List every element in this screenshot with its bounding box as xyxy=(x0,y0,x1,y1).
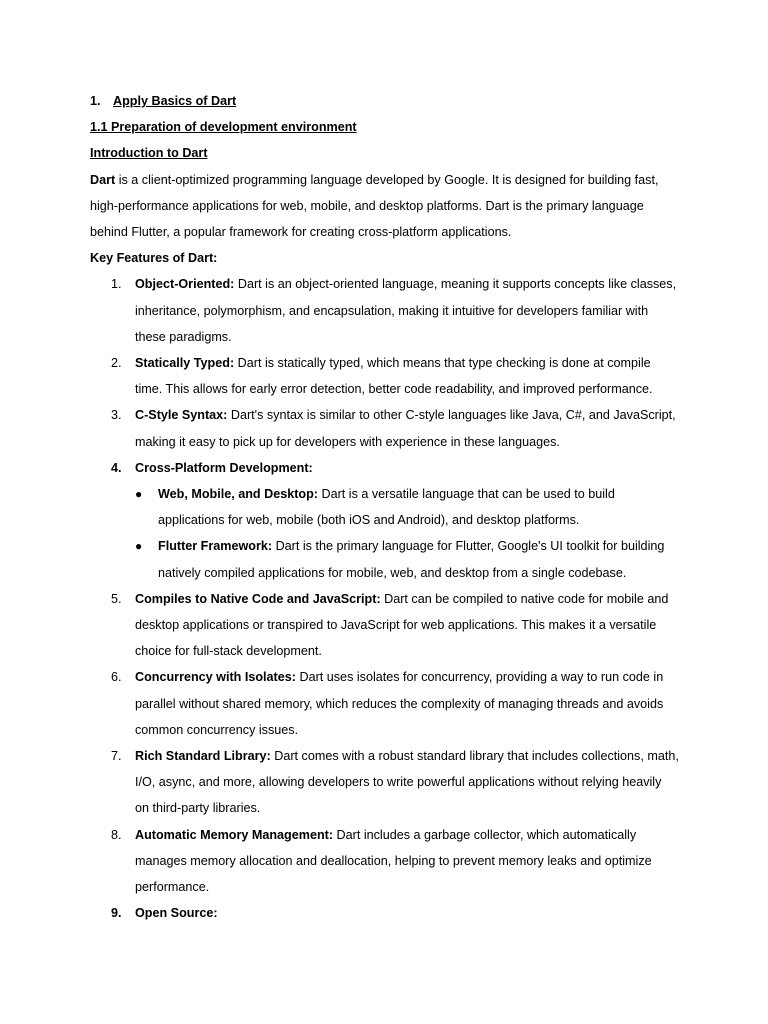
list-line xyxy=(135,900,680,926)
list-number: 5. xyxy=(111,591,122,606)
intro-line: behind Flutter, a popular framework for creating cross-platform applications. xyxy=(90,225,512,240)
sub-title: Flutter Framework: xyxy=(158,539,273,554)
sub-line: natively compiled applications for mobile, web, and desktop from a single codebase. xyxy=(158,565,627,580)
list-item xyxy=(90,743,680,822)
list-item xyxy=(90,402,680,454)
list-line: inheritance, polymorphism, and encapsulation, making it intuitive for developers familiar with xyxy=(135,303,649,318)
sub-title: Web, Mobile, and Desktop: xyxy=(158,487,318,502)
feature-text: Dart is an object-oriented language, meaning it supports concepts like classes, xyxy=(234,277,677,292)
sub-line xyxy=(158,533,680,559)
sub-line: applications for web, mobile (both iOS and Android), and desktop platforms. xyxy=(158,513,580,528)
list-number: 7. xyxy=(111,749,122,764)
feature-title: C-Style Syntax: xyxy=(135,408,228,423)
intro-line xyxy=(90,167,680,193)
list-line: on third-party libraries. xyxy=(135,801,261,816)
feature-text: Dart is statically typed, which means that type checking is done at compile xyxy=(234,356,651,371)
list-line xyxy=(135,455,680,481)
feature-title: Object-Oriented: xyxy=(135,277,235,292)
sub-line xyxy=(158,481,680,507)
intro-paragraph xyxy=(90,167,680,246)
document-content xyxy=(90,88,680,927)
sub-list-item xyxy=(135,533,680,585)
feature-title: Compiles to Native Code and JavaScript: xyxy=(135,591,381,606)
list-item xyxy=(90,271,680,350)
section-title: Apply Basics of Dart xyxy=(113,94,237,108)
subsection-heading: 1.1 Preparation of development environment xyxy=(90,120,357,135)
feature-text: Dart uses isolates for concurrency, providing a way to run code in xyxy=(295,670,664,685)
list-line xyxy=(135,271,680,297)
feature-text: Dart includes a garbage collector, which automatically xyxy=(333,827,637,842)
list-number: 1. xyxy=(111,277,122,292)
intro-text: is a client-optimized programming language developed by Google. It is designed for building fast, xyxy=(115,172,659,187)
features-list xyxy=(90,271,680,926)
section-heading xyxy=(90,88,680,114)
intro-heading: Introduction to Dart xyxy=(90,146,208,161)
list-number: 2. xyxy=(111,356,122,371)
sub-text: Dart is the primary language for Flutter, Google's UI toolkit for building xyxy=(272,539,665,554)
list-line: desktop applications or transpired to JavaScript for web applications. This makes it a versatile xyxy=(135,618,657,633)
list-line xyxy=(135,402,680,428)
feature-text: Dart comes with a robust standard library that includes collections, math, xyxy=(270,749,679,764)
list-line: making it easy to pick up for developers with experience in these languages. xyxy=(135,434,560,449)
list-item xyxy=(90,900,680,926)
feature-title: Automatic Memory Management: xyxy=(135,827,334,842)
list-line: parallel without shared memory, which reduces the complexity of managing threads and avoids xyxy=(135,696,664,711)
feature-text: Dart can be compiled to native code for mobile and xyxy=(380,591,669,606)
sub-list xyxy=(135,481,680,586)
list-line: performance. xyxy=(135,880,210,895)
intro-line: high-performance applications for web, mobile, and desktop platforms. Dart is the primary language xyxy=(90,198,644,213)
list-line: these paradigms. xyxy=(135,329,232,344)
list-item xyxy=(90,350,680,402)
list-number: 6. xyxy=(111,670,122,685)
list-line xyxy=(135,822,680,848)
list-line xyxy=(135,664,680,690)
list-item xyxy=(90,455,680,586)
list-item xyxy=(90,822,680,901)
list-number: 8. xyxy=(111,827,122,842)
bullet-icon: ● xyxy=(135,539,143,554)
feature-title: Concurrency with Isolates: xyxy=(135,670,296,685)
list-number: 3. xyxy=(111,408,122,423)
list-line xyxy=(135,586,680,612)
list-number: 4. xyxy=(111,460,122,475)
list-item xyxy=(90,586,680,665)
feature-title: Open Source: xyxy=(135,906,218,921)
feature-title: Cross-Platform Development: xyxy=(135,460,313,475)
list-line xyxy=(135,350,680,376)
list-line: choice for full-stack development. xyxy=(135,644,322,659)
features-heading: Key Features of Dart: xyxy=(90,251,218,266)
section-number: 1. xyxy=(90,94,101,108)
list-line: time. This allows for early error detection, better code readability, and improved performance. xyxy=(135,382,653,397)
sub-list-item xyxy=(135,481,680,533)
sub-text: Dart is a versatile language that can be used to build xyxy=(318,487,615,502)
list-number: 9. xyxy=(111,906,122,921)
list-line: manages memory allocation and deallocation, helping to prevent memory leaks and optimize xyxy=(135,853,652,868)
feature-title: Rich Standard Library: xyxy=(135,749,271,764)
feature-text: Dart's syntax is similar to other C-style languages like Java, C#, and JavaScript, xyxy=(227,408,676,423)
list-line xyxy=(135,743,680,769)
list-item xyxy=(90,664,680,743)
list-line: common concurrency issues. xyxy=(135,722,299,737)
intro-lead: Dart xyxy=(90,172,116,187)
feature-title: Statically Typed: xyxy=(135,356,235,371)
list-line: I/O, async, and more, allowing developers to write powerful applications without relying heavily xyxy=(135,775,662,790)
bullet-icon: ● xyxy=(135,487,143,502)
